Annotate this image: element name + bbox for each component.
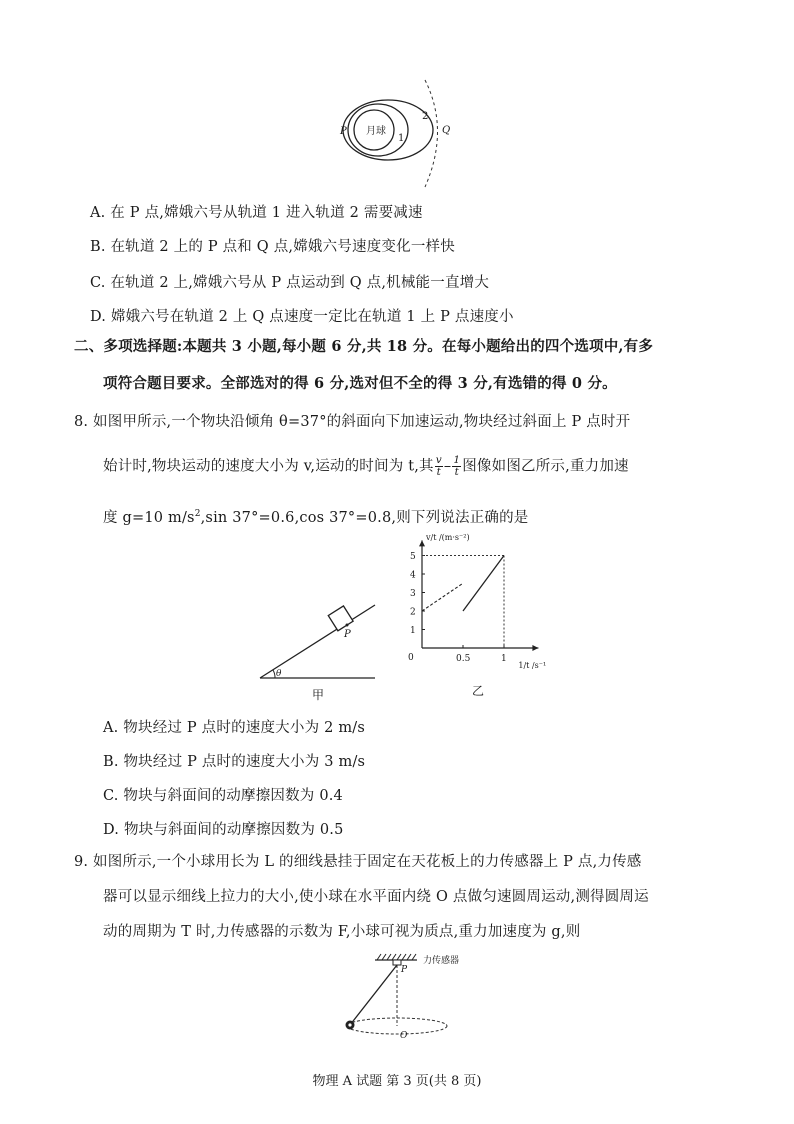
q8-option-d: D. 物块与斜面间的动摩擦因数为 0.5 [103, 822, 344, 838]
ball-highlight [348, 1023, 351, 1026]
q8-stem-line1: 8. 如图甲所示,一个物块沿倾角 θ=37°的斜面向下加速运动,物块经过斜面上 P 点时开 [74, 414, 631, 430]
y-tick-label: 3 [410, 589, 416, 599]
q7-option-b: B. 在轨道 2 上的 P 点和 Q 点,嫦娥六号速度变化一样快 [90, 239, 455, 255]
point-p-label: P [340, 126, 347, 137]
y-tick-label: 4 [410, 570, 416, 581]
theta-label: θ [276, 669, 282, 679]
force-sensor-box [393, 960, 401, 965]
x-tick-label: 0.5 [456, 654, 471, 664]
q7-option-a: A. 在 P 点,嫦娥六号从轨道 1 进入轨道 2 需要减速 [90, 205, 423, 221]
point-q-label: Q [442, 125, 451, 136]
series-line [463, 556, 504, 612]
orbit-1-label: 1 [398, 133, 405, 144]
x-tick-label: 1 [501, 654, 507, 664]
q9-stem-line2: 器可以显示细线上拉力的大小,使小球在水平面内绕 O 点做匀速圆周运动,测得圆周运 [103, 889, 649, 905]
orbit-figure [330, 75, 450, 190]
orbit-2-label: 2 [422, 111, 429, 122]
pendulum-p-label: P [401, 965, 408, 975]
angle-arc [273, 670, 275, 678]
incline-p-label: P [344, 629, 351, 640]
incline-figure [255, 595, 385, 705]
q9-stem-line1: 9. 如图所示,一个小球用长为 L 的细线悬挂于固定在天花板上的力传感器上 P 点,力传感 [74, 854, 642, 870]
center-o-label: O [400, 1031, 408, 1041]
series-dashed-extension [422, 583, 463, 611]
y-tick-label: 1 [410, 626, 416, 636]
y-axis-arrow [419, 540, 425, 546]
page-footer: 物理 A 试题 第 3 页(共 8 页) [312, 1074, 482, 1089]
q8-stem-line2: 始计时,物块运动的速度大小为 v,运动的时间为 t,其 $\frac{v}{t}$ – $\frac{1}{t}$ 图像如图乙所示,重力加速 [103, 454, 629, 478]
x-axis-label: 1/t /s⁻¹ [518, 661, 547, 670]
q8-option-c: C. 物块与斜面间的动摩擦因数为 0.4 [103, 788, 343, 804]
section2-heading-line1: 二、多项选择题:本题共 3 小题,每小题 6 分,共 18 分。在每小题给出的四个选项中,有多 [74, 338, 654, 355]
point-p-dot [346, 624, 349, 627]
figure-yi-caption: 乙 [472, 684, 485, 698]
q8-stem-line3: 度 g=10 $m/s^2,\sin$ 37°=0.6,cos 37°=0.8,则下列说法正确的是 [103, 509, 529, 526]
incline-surface [260, 605, 375, 678]
fraction-1-over-t: $\frac{1}{t}$ [453, 454, 461, 478]
force-sensor-label: 力传感器 [423, 956, 460, 966]
ceiling-hatching [377, 954, 416, 960]
q8-option-a: A. 物块经过 P 点时的速度大小为 2 m/s [103, 720, 365, 736]
section2-heading-line2: 项符合题目要求。全部选对的得 6 分,选对但不全的得 3 分,有选错的得 0 分。 [103, 375, 617, 392]
figure-jia-caption: 甲 [312, 688, 325, 702]
q9-stem-line3: 动的周期为 T 时,力传感器的示数为 F,小球可视为质点,重力加速度为 g,则 [103, 924, 581, 940]
block [328, 606, 353, 631]
fraction-v-over-t: $\frac{v}{t}$ [435, 454, 442, 478]
y-axis-label: v/t /(m·s⁻²) [426, 533, 470, 542]
conical-pendulum-figure [335, 950, 495, 1045]
y-tick-label: 5 [410, 552, 416, 562]
moon-label: 月球 [366, 126, 386, 137]
orbit-2 [343, 100, 433, 160]
hyperbolic-trajectory [425, 80, 438, 187]
q7-option-d: D. 嫦娥六号在轨道 2 上 Q 点速度一定比在轨道 1 上 P 点速度小 [90, 309, 514, 325]
origin-label: 0 [408, 653, 414, 663]
y-tick-label: 2 [410, 607, 416, 618]
q8-option-b: B. 物块经过 P 点时的速度大小为 3 m/s [103, 754, 366, 770]
q7-option-c: C. 在轨道 2 上,嫦娥六号从 P 点运动到 Q 点,机械能一直增大 [90, 275, 490, 291]
x-axis-arrow [532, 645, 538, 651]
string-line [350, 965, 397, 1025]
v-over-t-graph [395, 528, 570, 698]
